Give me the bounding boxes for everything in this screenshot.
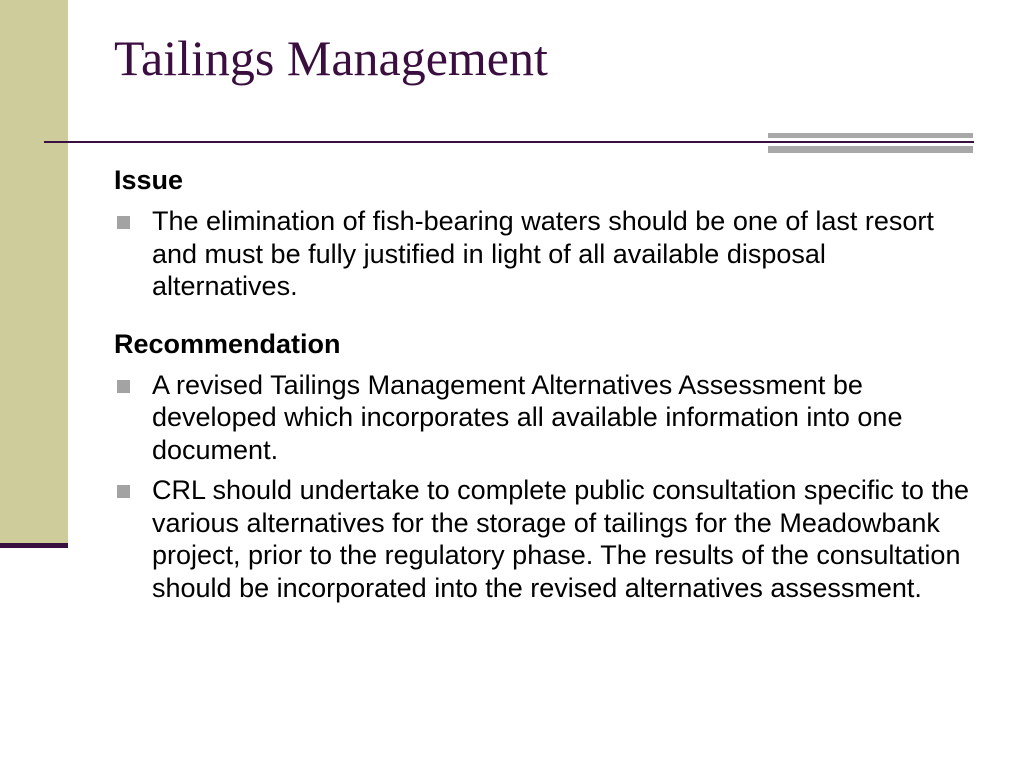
recommendation-bullet-1-text: A revised Tailings Management Alternatives Assessment be developed which incorporates all available information into one document.	[152, 369, 903, 465]
issue-bullet-text: The elimination of fish-bearing waters should be one of last resort and must be fully justified in light of all available disposal alternatives.	[152, 206, 934, 301]
left-decorative-band	[0, 0, 68, 545]
square-bullet-icon	[117, 485, 130, 498]
slide-content	[114, 163, 974, 604]
title-rule	[44, 141, 974, 143]
title-rule-accent-top	[768, 133, 973, 138]
slide-title: Tailings Management	[114, 30, 548, 86]
issue-heading: Issue	[114, 165, 184, 195]
recommendation-bullet-2	[114, 474, 974, 604]
square-bullet-icon	[117, 380, 130, 393]
recommendation-heading: Recommendation	[114, 328, 341, 359]
issue-bullet	[114, 205, 974, 303]
recommendation-bullet-2-text: CRL should undertake to complete public consultation specific to the various alternatives for the storage of tailings for the Meadowbank project, prior to the regulatory phase. The results of the consultation should be incorporated into the revised alternatives assessment.	[152, 475, 969, 603]
square-bullet-icon	[117, 216, 130, 229]
left-band-rule	[0, 543, 68, 548]
title-rule-accent-bottom	[768, 146, 973, 153]
recommendation-bullet-1	[114, 369, 974, 467]
